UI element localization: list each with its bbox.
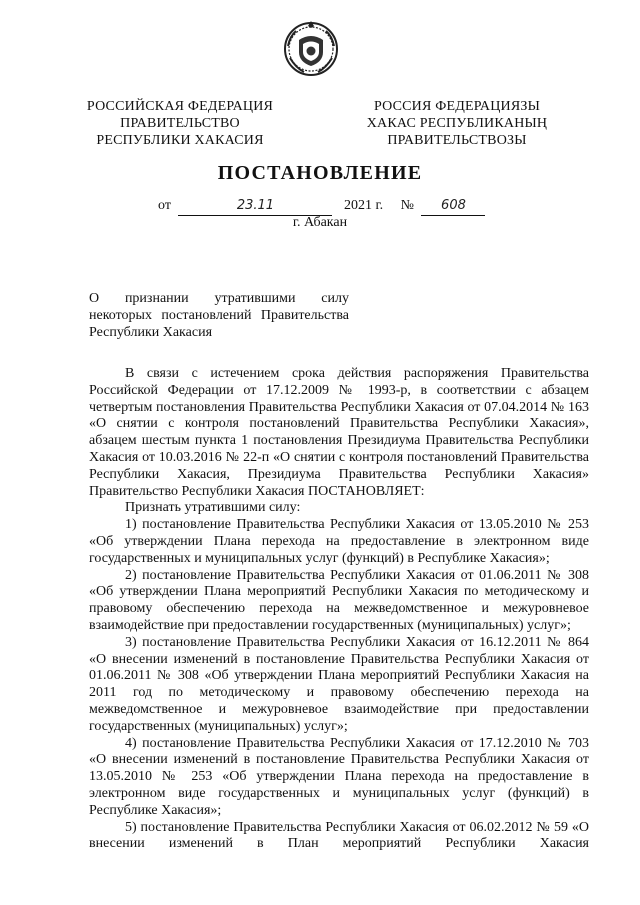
coat-of-arms-emblem bbox=[282, 18, 340, 78]
body-paragraph: 4) постановление Правительства Республики Хакасия от 17.12.2010 № 703 «О внесении изменений в постановление Правительства Республики Хакасия от 13.05.2010 № 253 «Об утверждении Плана перехода на предоставление в электронном виде государственных и муниципальных услуг (функций) в Республике Хакасия»; bbox=[89, 735, 589, 818]
header-left-line: ПРАВИТЕЛЬСТВО bbox=[120, 116, 240, 131]
date-number-line bbox=[158, 196, 485, 216]
header-right-line: РОССИЯ ФЕДЕРАЦИЯЗЫ bbox=[373, 99, 541, 114]
header-left-line: РЕСПУБЛИКИ ХАКАСИЯ bbox=[96, 133, 264, 148]
subject-line: О признании утратившими силу bbox=[89, 291, 349, 306]
date-prefix: от bbox=[158, 198, 171, 213]
city-label: г. Абакан bbox=[292, 215, 348, 230]
handwritten-date: 23.11 bbox=[178, 197, 332, 216]
subject-line: некоторых постановлений Правительства Республики Хакасия bbox=[89, 308, 349, 340]
body-paragraph: Признать утратившими силу: bbox=[125, 500, 301, 516]
year-label: 2021 г. bbox=[343, 198, 384, 213]
body-paragraph: 2) постановление Правительства Республики Хакасия от 01.06.2011 № 308 «Об утверждении Плана мероприятий Республики Хакасия по методическому и правовому обеспечению перехода на межведомственное и межуровневое взаимодействие при предоставлении государственных (муниципальных) услуг»; bbox=[89, 567, 589, 633]
body-paragraph: 5) постановление Правительства Республики Хакасия от 06.02.2012 № 59 «О внесении изменений в План мероприятий Республики Хакасия bbox=[89, 819, 589, 852]
body-paragraph: 3) постановление Правительства Республики Хакасия от 16.12.2011 № 864 «О внесении изменений в постановление Правительства Республики Хакасия от 01.06.2011 № 308 «Об утверждении Плана мероприятий Республики Хакасия на 2011 год по методическому и правовому обеспечению перехода на межведомственное и межуровневое взаимодействие при предоставлении государственных (муниципальных) услуг»; bbox=[89, 634, 589, 734]
header-right-line: ПРАВИТЕЛЬСТВОЗЫ bbox=[387, 133, 527, 148]
header-left-line: РОССИЙСКАЯ ФЕДЕРАЦИЯ bbox=[86, 99, 274, 114]
body-paragraph: В связи с истечением срока действия распоряжения Правительства Российской Федерации от 17.12.2009 № 1993-р, в соответствии с абзацем четвертым постановления Правительства Республики Хакасия от 07.04.2014 № 163 «О снятии с контроля постановлений Правительства Республики Хакасия», абзацем шестым пункта 1 постановления Президиума Правительства Республики Хакасия от 10.03.2016 № 22-п «О снятии с контроля постановлений Правительства Республики Хакасия, Президиума Правительства Республики Хакасия» Правительство Республики Хакасия ПОСТАНОВЛЯЕТ: bbox=[89, 366, 589, 499]
header-right-khakas bbox=[352, 98, 562, 149]
document-subject bbox=[89, 290, 349, 341]
header-left-russian bbox=[80, 98, 280, 149]
header-right-line: ХАКАС РЕСПУБЛИКАНЫҢ bbox=[366, 116, 548, 131]
document-body bbox=[89, 366, 589, 853]
handwritten-number: 608 bbox=[421, 197, 485, 216]
document-title: ПОСТАНОВЛЕНИЕ bbox=[217, 162, 423, 184]
number-sign: № bbox=[400, 198, 414, 213]
body-paragraph: 1) постановление Правительства Республики Хакасия от 13.05.2010 № 253 «Об утверждении Плана перехода на предоставление в электронном виде государственных и муниципальных услуг (функций) в Республике Хакасия»; bbox=[89, 517, 589, 566]
